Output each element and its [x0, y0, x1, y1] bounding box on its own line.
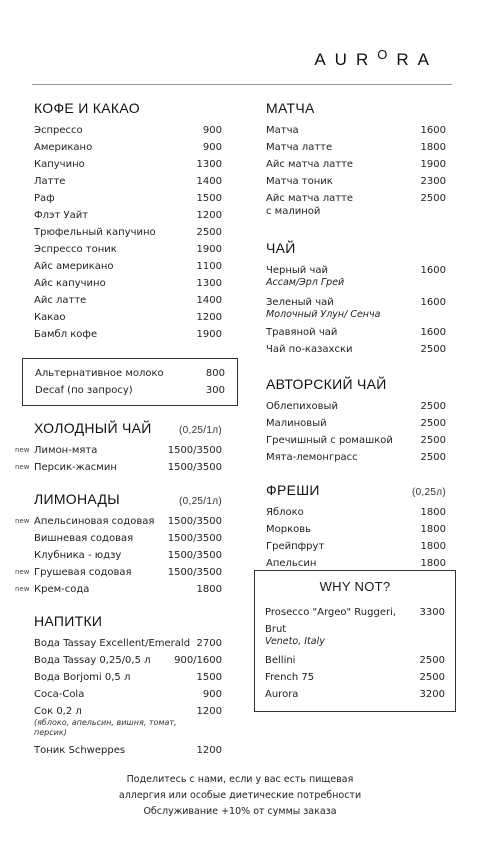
- alternative-milk-box: [22, 358, 238, 406]
- left-column-lower: [15, 420, 222, 759]
- menu-item: Айс американо 1100: [34, 261, 222, 272]
- menu-item: Зеленый чай Молочный Улун/ Сенча 1600: [266, 297, 446, 320]
- section-title: НАПИТКИ: [34, 613, 103, 629]
- section-title: ЛИМОНАДЫ (0,25/1л): [34, 491, 222, 507]
- section-fresh: [266, 482, 446, 572]
- menu-item: Гречишный с ромашкой 2500: [266, 435, 446, 446]
- menu-item: Облепиховый 2500: [266, 401, 446, 412]
- section-lemonades: [15, 491, 222, 598]
- new-badge: new: [15, 463, 30, 471]
- why-not-title: WHY NOT?: [319, 579, 391, 594]
- section-coffee: [34, 100, 222, 343]
- menu-item: Грейпфрут 1800: [266, 541, 446, 552]
- new-badge: new: [15, 517, 30, 525]
- menu-item: Чай по-казахски 2500: [266, 344, 446, 355]
- menu-item: Альтернативное молоко 800: [35, 368, 225, 379]
- menu-item: Латте 1400: [34, 176, 222, 187]
- menu-item: Капучино 1300: [34, 159, 222, 170]
- section-author-tea: [266, 376, 446, 466]
- section-title: ФРЕШИ (0,25л): [266, 482, 446, 498]
- menu-item: Bellini 2500: [265, 655, 445, 666]
- section-title: ХОЛОДНЫЙ ЧАЙ (0,25/1л): [34, 420, 222, 436]
- menu-item: Айс латте 1400: [34, 295, 222, 306]
- section-tea: [266, 240, 446, 358]
- menu-item: Морковь 1800: [266, 524, 446, 535]
- menu-item: Вода Borjomi 0,5 л 1500: [34, 672, 222, 683]
- section-title: КОФЕ И КАКАО: [34, 100, 140, 116]
- menu-item: Айс матча латте с малиной 2500: [266, 193, 446, 217]
- section-matcha: [266, 100, 446, 218]
- menu-item: Айс матча латте 1900: [266, 159, 446, 170]
- menu-item: Какао 1200: [34, 312, 222, 323]
- menu-item: Aurora 3200: [265, 689, 445, 700]
- section-title: АВТОРСКИЙ ЧАЙ: [266, 376, 387, 392]
- section-title: МАТЧА: [266, 100, 315, 116]
- menu-item: Мята-лемонграсс 2500: [266, 452, 446, 463]
- menu-item: French 75 2500: [265, 672, 445, 683]
- menu-item: Травяной чай 1600: [266, 327, 446, 338]
- menu-item: new Лимон-мята 1500/3500: [34, 442, 222, 459]
- menu-item: Яблоко 1800: [266, 507, 446, 518]
- menu-item: Малиновый 2500: [266, 418, 446, 429]
- menu-item: Coca-Cola 900: [34, 689, 222, 700]
- menu-item: new Крем-сода 1800: [34, 581, 222, 598]
- menu-item: Матча 1600: [266, 125, 446, 136]
- menu-item: new Персик-жасмин 1500/3500: [34, 459, 222, 476]
- menu-item: Эспрессо 900: [34, 125, 222, 136]
- menu-item: Бамбл кофе 1900: [34, 329, 222, 340]
- menu-item: Вода Tassay 0,25/0,5 л 900/1600: [34, 655, 222, 666]
- menu-item: Decaf (по запросу) 300: [35, 385, 225, 396]
- new-badge: new: [15, 585, 30, 593]
- brand-logo: $AUR^ORA$: [314, 47, 438, 69]
- menu-item: Вишневая содовая 1500/3500: [34, 533, 222, 544]
- menu-item: Черный чай Ассам/Эрл Грей 1600: [266, 265, 446, 288]
- menu-item: Prosecco "Argeo" Ruggeri, Brut Veneto, Italy 3300: [265, 607, 445, 647]
- menu-item: Флэт Уайт 1200: [34, 210, 222, 221]
- menu-item: Трюфельный капучино 2500: [34, 227, 222, 238]
- new-badge: new: [15, 568, 30, 576]
- menu-item: Апельсин 1800: [266, 558, 446, 569]
- new-badge: new: [15, 446, 30, 454]
- menu-item: Американо 900: [34, 142, 222, 153]
- menu-item: Тоник Schweppes 1200: [34, 745, 222, 756]
- menu-item: Матча латте 1800: [266, 142, 446, 153]
- menu-item: Матча тоник 2300: [266, 176, 446, 187]
- menu-item: new Апельсиновая содовая 1500/3500: [34, 513, 222, 530]
- section-drinks: [34, 613, 222, 759]
- menu-item: new Грушевая содовая 1500/3500: [34, 564, 222, 581]
- section-title: ЧАЙ: [266, 240, 296, 256]
- menu-item: Эспрессо тоник 1900: [34, 244, 222, 255]
- footer-note: Поделитесь с нами, если у вас есть пищевая аллергия или особые диетические потребности Обслуживание +10% от суммы заказа: [118, 774, 362, 817]
- menu-item: Айс капучино 1300: [34, 278, 222, 289]
- header-divider: [32, 84, 452, 85]
- menu-item: Раф 1500: [34, 193, 222, 204]
- why-not-box: [254, 570, 456, 712]
- section-cold-tea: [15, 420, 222, 476]
- menu-item: Клубника - юдзу 1500/3500: [34, 550, 222, 561]
- right-column: [266, 100, 446, 572]
- menu-item: Вода Tassay Excellent/Emerald 2700: [34, 638, 222, 649]
- left-column: [34, 100, 222, 343]
- menu-item: Сок 0,2 л (яблоко, апельсин, вишня, томат, персик) 1200: [34, 706, 222, 737]
